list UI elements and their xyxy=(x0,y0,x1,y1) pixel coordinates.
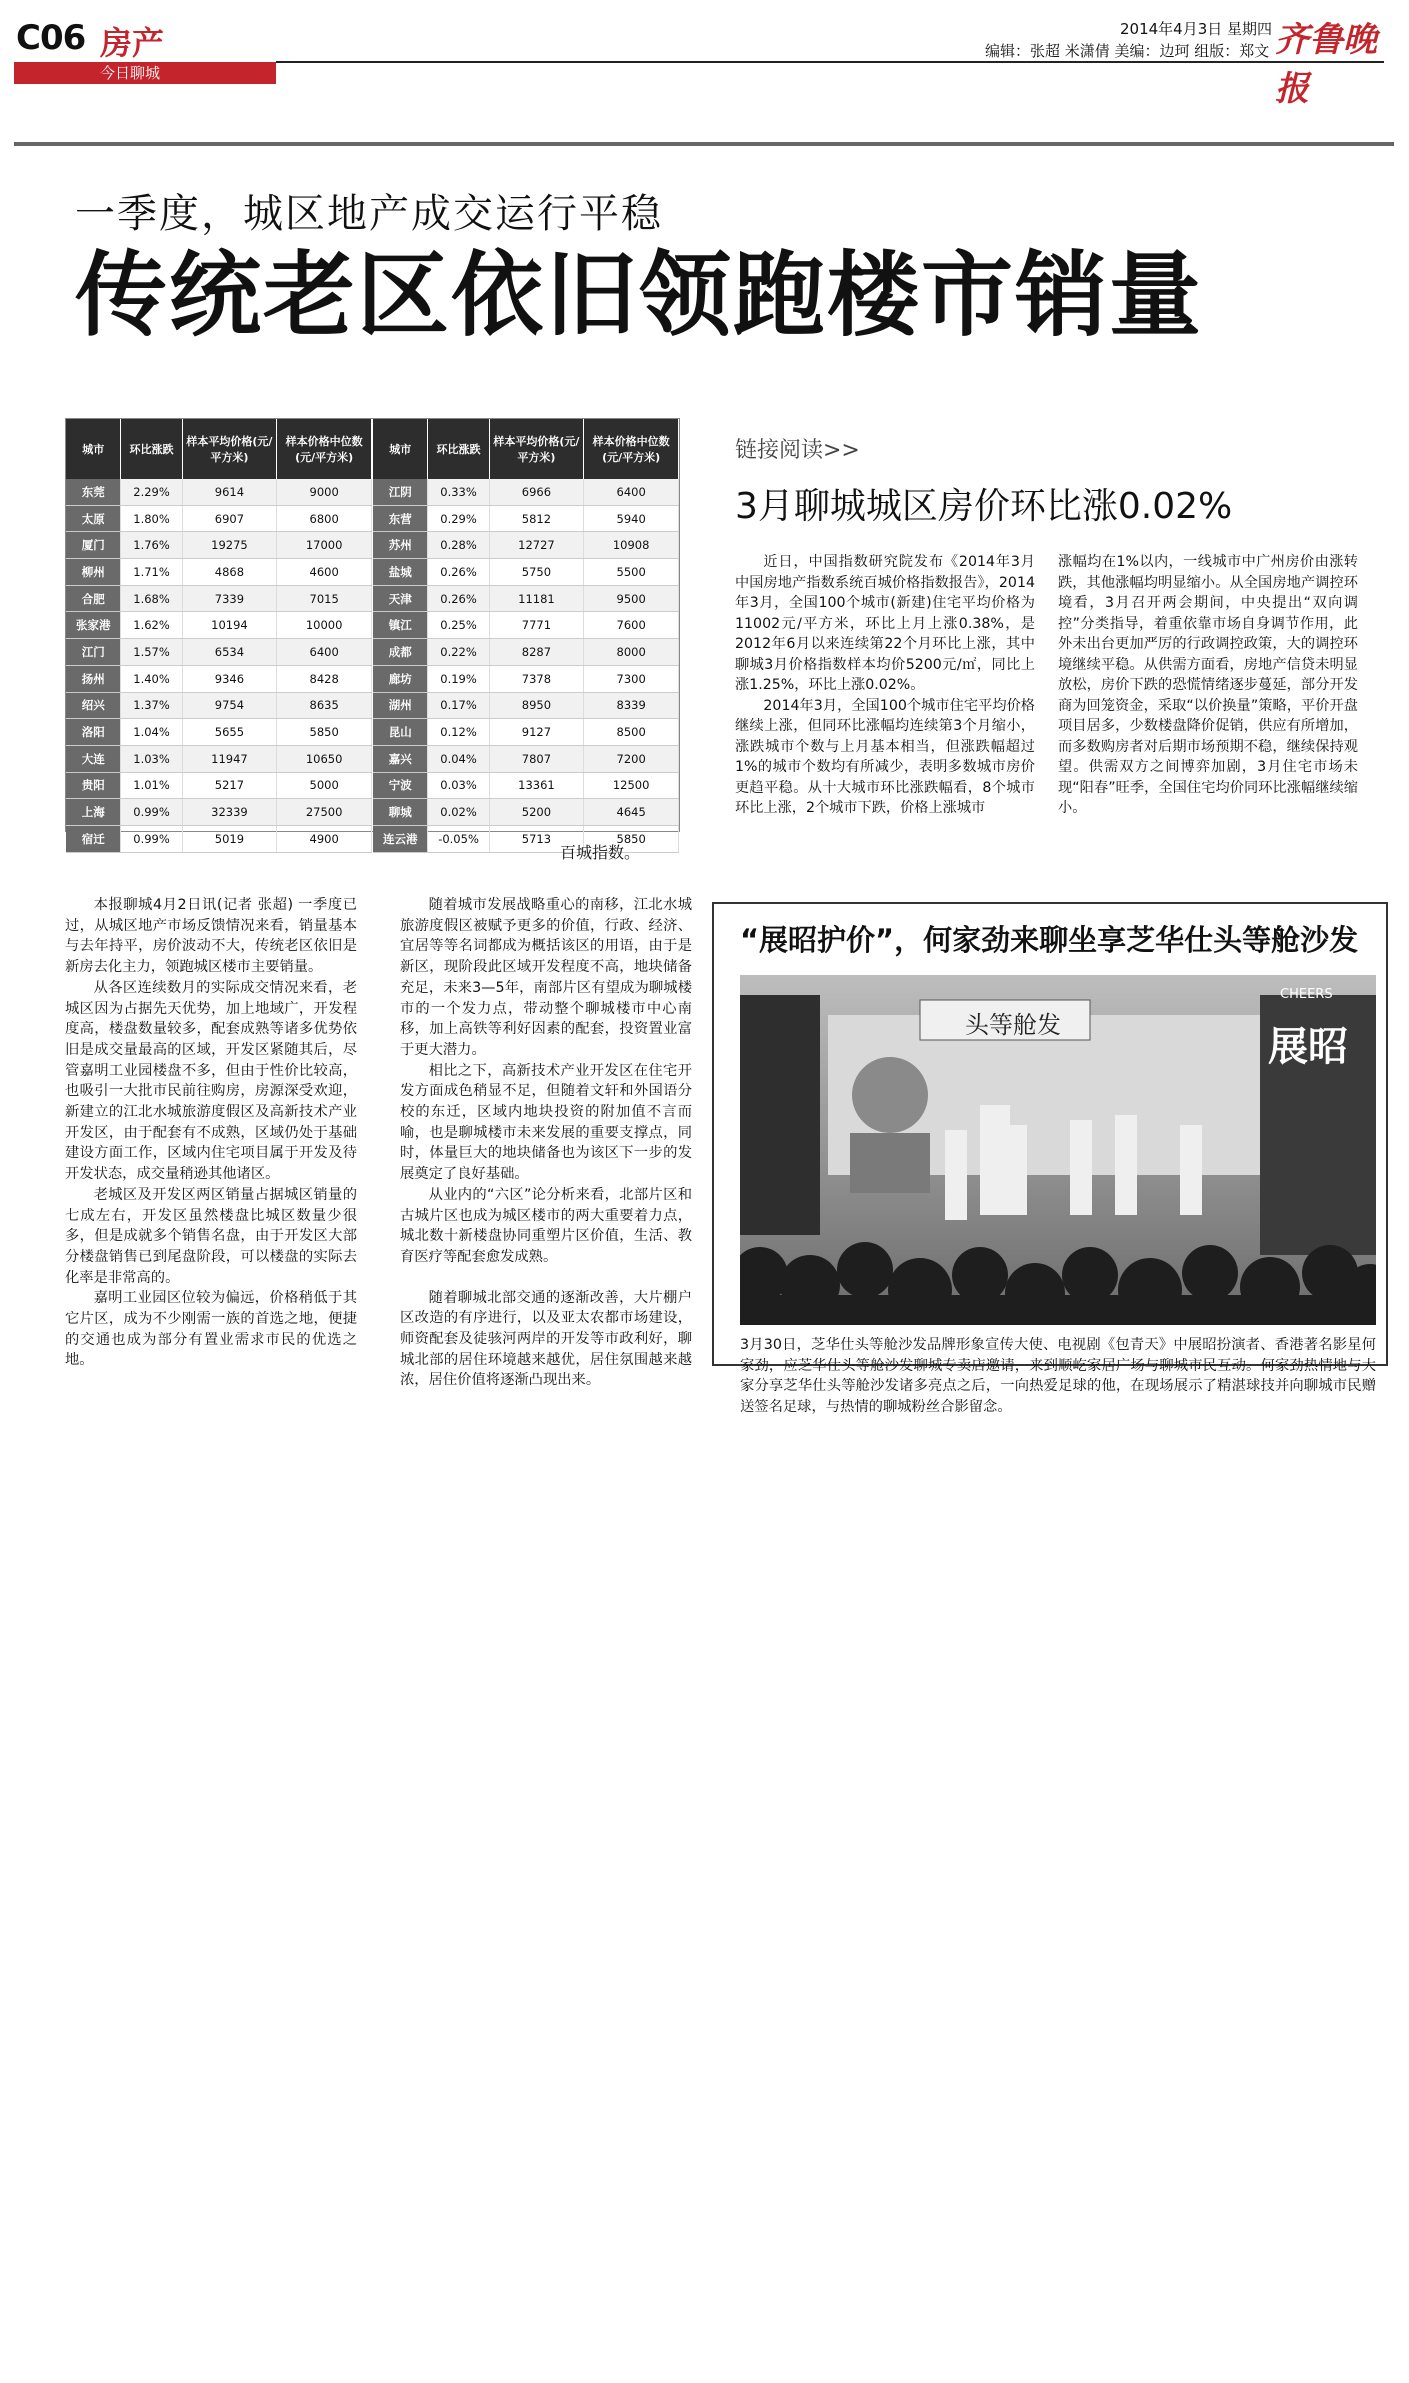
value-cell: 0.12% xyxy=(428,719,489,746)
value-cell: 1.68% xyxy=(121,585,182,612)
linked-article-title: 3月聊城城区房价环比涨0.02% xyxy=(735,486,1233,527)
value-cell: 5850 xyxy=(277,719,372,746)
weekday: 星期四 xyxy=(1227,20,1273,38)
value-cell: 0.03% xyxy=(428,772,489,799)
paragraph: 2014年3月，全国100个城市住宅平均价格继续上涨，但同环比涨幅均连续第3个月缩小，涨跌城市个数与上月基本相当，但涨跌幅超过1%的城市个数均有所减少，表明多数城市房价更趋平稳。从十大城市环比涨跌幅看，8个城市环比上涨，2个城市下跌，价格上涨城市 xyxy=(735,697,1035,816)
article-headline: 传统老区依旧领跑楼市销量 xyxy=(75,242,1204,349)
value-cell: 2.29% xyxy=(121,479,182,505)
table-row xyxy=(373,559,679,586)
table-header-cell: 城市 xyxy=(66,419,121,479)
value-cell: 9000 xyxy=(277,479,372,505)
value-cell: 27500 xyxy=(277,799,372,826)
table-row xyxy=(373,532,679,559)
value-cell: 0.17% xyxy=(428,692,489,719)
table-caption: 百城指数。 xyxy=(560,843,641,862)
value-cell: 7015 xyxy=(277,585,372,612)
value-cell: 0.99% xyxy=(121,825,182,852)
city-cell: 廊坊 xyxy=(373,665,428,692)
editors-line: 编辑：张超 米潇倩 美编：边珂 组版：郑文 xyxy=(985,42,1270,60)
value-cell: 6966 xyxy=(489,479,584,505)
value-cell: 17000 xyxy=(277,532,372,559)
city-cell: 江阴 xyxy=(373,479,428,505)
photo-banner-text: 头等舱发 xyxy=(965,1011,1061,1039)
paragraph: 近日，中国指数研究院发布《2014年3月中国房地产指数系统百城价格指数报告》，2014年3月，全国100个城市(新建)住宅平均价格为11002元/平方米，环比上月上涨0.38%，是2012年6月以来连续第22个月环比上涨，其中聊城3月价格指数样本均价5200元/㎡，同比上涨1.25%，环比上涨0.02%。 xyxy=(735,554,1035,693)
value-cell: 6400 xyxy=(277,639,372,666)
city-cell: 苏州 xyxy=(373,532,428,559)
value-cell: 4600 xyxy=(277,559,372,586)
table-header-cell: 样本平均价格(元/平方米) xyxy=(182,419,277,479)
value-cell: 8500 xyxy=(584,719,679,746)
issue-date xyxy=(1120,18,1272,39)
table-header-cell: 环比涨跌 xyxy=(428,419,489,479)
city-cell: 东营 xyxy=(373,505,428,532)
section-name: 房产 xyxy=(100,24,165,62)
city-cell: 宁波 xyxy=(373,772,428,799)
paragraph: 老城区及开发区两区销量占据城区销量的七成左右，开发区虽然楼盘比城区数量少很多，但是成就多个销售名盘，由于开发区大部分楼盘销售已到尾盘阶段，可以楼盘的实际去化率是非常高的。 xyxy=(65,1186,357,1286)
photo-story-title: “展昭护价”，何家劲来聊坐享芝华仕头等舱沙发 xyxy=(740,923,1359,957)
header-separator xyxy=(14,142,1394,146)
value-cell: 0.02% xyxy=(428,799,489,826)
value-cell: -0.05% xyxy=(428,825,489,852)
city-cell: 上海 xyxy=(66,799,121,826)
value-cell: 1.76% xyxy=(121,532,182,559)
value-cell: 8950 xyxy=(489,692,584,719)
value-cell: 5850 xyxy=(584,825,679,852)
city-cell: 柳州 xyxy=(66,559,121,586)
value-cell: 5500 xyxy=(584,559,679,586)
value-cell: 0.04% xyxy=(428,745,489,772)
table-header-cell: 城市 xyxy=(373,419,428,479)
city-cell: 合肥 xyxy=(66,585,121,612)
table-right xyxy=(373,419,679,853)
photo-brand: CHEERS xyxy=(1280,987,1333,1002)
value-cell: 1.80% xyxy=(121,505,182,532)
table-left xyxy=(66,419,372,853)
value-cell: 9614 xyxy=(182,479,277,505)
value-cell: 9346 xyxy=(182,665,277,692)
value-cell: 9754 xyxy=(182,692,277,719)
value-cell: 7200 xyxy=(584,745,679,772)
city-cell: 镇江 xyxy=(373,612,428,639)
value-cell: 1.37% xyxy=(121,692,182,719)
table-row xyxy=(66,772,372,799)
photo-sign-right: 展昭 xyxy=(1268,1024,1348,1070)
city-cell: 湖州 xyxy=(373,692,428,719)
city-cell: 嘉兴 xyxy=(373,745,428,772)
city-cell: 大连 xyxy=(66,745,121,772)
table-row xyxy=(66,639,372,666)
table-row xyxy=(373,665,679,692)
value-cell: 32339 xyxy=(182,799,277,826)
value-cell: 5655 xyxy=(182,719,277,746)
value-cell: 1.57% xyxy=(121,639,182,666)
article-kicker: 一季度，城区地产成交运行平稳 xyxy=(75,191,663,237)
table-row xyxy=(373,639,679,666)
value-cell: 5217 xyxy=(182,772,277,799)
paragraph: 本报聊城4月2日讯(记者 张超) 一季度已过，从城区地产市场反馈情况来看，销量基本与去年持平，房价波动不大，传统老区依旧是新房去化主力，领跑城区楼市主要销量。 xyxy=(65,897,357,976)
value-cell: 4645 xyxy=(584,799,679,826)
value-cell: 12500 xyxy=(584,772,679,799)
value-cell: 1.01% xyxy=(121,772,182,799)
table-row xyxy=(66,719,372,746)
city-cell: 江门 xyxy=(66,639,121,666)
value-cell: 10908 xyxy=(584,532,679,559)
value-cell: 9500 xyxy=(584,585,679,612)
table-row xyxy=(66,612,372,639)
subsection-name: 今日聊城 xyxy=(100,64,161,82)
city-cell: 厦门 xyxy=(66,532,121,559)
value-cell: 8000 xyxy=(584,639,679,666)
table-row xyxy=(373,692,679,719)
city-cell: 东莞 xyxy=(66,479,121,505)
table-row xyxy=(66,505,372,532)
table-row xyxy=(373,479,679,505)
value-cell: 10000 xyxy=(277,612,372,639)
page-code: C06 xyxy=(16,18,86,58)
price-index-table xyxy=(65,418,680,846)
city-cell: 洛阳 xyxy=(66,719,121,746)
value-cell: 0.25% xyxy=(428,612,489,639)
value-cell: 4868 xyxy=(182,559,277,586)
article-body-col1 xyxy=(65,895,357,1371)
table-row xyxy=(66,585,372,612)
city-cell: 天津 xyxy=(373,585,428,612)
table-row xyxy=(66,799,372,826)
value-cell: 8428 xyxy=(277,665,372,692)
value-cell: 11181 xyxy=(489,585,584,612)
link-reading-label: 链接阅读>> xyxy=(735,438,860,463)
value-cell: 7807 xyxy=(489,745,584,772)
value-cell: 7378 xyxy=(489,665,584,692)
paragraph: 随着城市发展战略重心的南移，江北水城旅游度假区被赋予更多的价值，行政、经济、宜居等等名词都成为概括该区的用语，由于是新区，现阶段此区域开发程度不高，地块储备充足，未来3—5年，南部片区有望成为聊城楼市的一个发力点，带动整个聊城楼市中心南移，加上高铁等利好因素的配套，投资置业富于更大潜力。 xyxy=(400,897,692,1058)
value-cell: 0.29% xyxy=(428,505,489,532)
value-cell: 8339 xyxy=(584,692,679,719)
value-cell: 1.03% xyxy=(121,745,182,772)
value-cell: 5019 xyxy=(182,825,277,852)
table-row xyxy=(66,665,372,692)
value-cell: 0.26% xyxy=(428,559,489,586)
value-cell: 6907 xyxy=(182,505,277,532)
value-cell: 7600 xyxy=(584,612,679,639)
value-cell: 1.71% xyxy=(121,559,182,586)
value-cell: 6400 xyxy=(584,479,679,505)
city-cell: 扬州 xyxy=(66,665,121,692)
value-cell: 7300 xyxy=(584,665,679,692)
paragraph: 从业内的“六区”论分析来看，北部片区和古城片区也成为城区楼市的两大重要着力点，城北数十新楼盘协同重塑片区价值，生活、教育医疗等配套愈发成熟。 xyxy=(400,1186,692,1265)
value-cell: 6534 xyxy=(182,639,277,666)
masthead-rule xyxy=(276,61,1384,63)
city-cell: 宿迁 xyxy=(66,825,121,852)
value-cell: 0.99% xyxy=(121,799,182,826)
table-row xyxy=(373,585,679,612)
table-row xyxy=(66,825,372,852)
value-cell: 10194 xyxy=(182,612,277,639)
value-cell: 8635 xyxy=(277,692,372,719)
value-cell: 0.26% xyxy=(428,585,489,612)
city-cell: 绍兴 xyxy=(66,692,121,719)
table-row xyxy=(66,479,372,505)
value-cell: 11947 xyxy=(182,745,277,772)
value-cell: 5713 xyxy=(489,825,584,852)
value-cell: 0.22% xyxy=(428,639,489,666)
table-header-cell: 样本价格中位数(元/平方米) xyxy=(277,419,372,479)
value-cell: 0.33% xyxy=(428,479,489,505)
value-cell: 1.62% xyxy=(121,612,182,639)
table-row xyxy=(373,505,679,532)
newspaper-logo: 齐鲁晚报 xyxy=(1275,20,1377,109)
paragraph: 嘉明工业园区位较为偏远，价格稍低于其它片区，成为不少刚需一族的首选之地，便捷的交通也成为部分有置业需求市民的优选之地。 xyxy=(65,1290,357,1369)
table-row xyxy=(373,719,679,746)
value-cell: 5200 xyxy=(489,799,584,826)
value-cell: 7771 xyxy=(489,612,584,639)
value-cell: 6800 xyxy=(277,505,372,532)
city-cell: 张家港 xyxy=(66,612,121,639)
table-row xyxy=(373,772,679,799)
value-cell: 1.04% xyxy=(121,719,182,746)
value-cell: 13361 xyxy=(489,772,584,799)
city-cell: 聊城 xyxy=(373,799,428,826)
city-cell: 连云港 xyxy=(373,825,428,852)
table-row xyxy=(373,799,679,826)
date: 2014年4月3日 xyxy=(1120,20,1223,38)
table-row xyxy=(66,532,372,559)
value-cell: 12727 xyxy=(489,532,584,559)
table-header-cell: 环比涨跌 xyxy=(121,419,182,479)
table-header-cell: 样本价格中位数(元/平方米) xyxy=(584,419,679,479)
linked-article-col1 xyxy=(735,552,1035,819)
linked-article-col2 xyxy=(1058,552,1358,819)
city-cell: 昆山 xyxy=(373,719,428,746)
table-row xyxy=(66,559,372,586)
value-cell: 9127 xyxy=(489,719,584,746)
value-cell: 0.19% xyxy=(428,665,489,692)
paragraph: 随着聊城北部交通的逐渐改善，大片棚户区改造的有序进行，以及亚太农都市场建设，师资配套及徒骇河两岸的开发等市政利好，聊城北部的居住环境越来越优，居住氛围越来越浓，居住价值将逐渐凸现出来。 xyxy=(400,1289,692,1389)
value-cell: 7339 xyxy=(182,585,277,612)
paragraph: 从各区连续数月的实际成交情况来看，老城区因为占据先天优势，加上地域广，开发程度高，楼盘数量较多，配套成熟等诸多优势依旧是成交量最高的区域，开发区紧随其后，尽管嘉明工业园楼盘不多，但由于性价比较高，也吸引一大批市民前往购房，房源深受欢迎，新建立的江北水城旅游度假区及高新技术产业开发区，由于配套有不成熟，区域仍处于基础建设方面工作，区域内住宅项目属于开发及待开发状态，成交量稍逊其他诸区。 xyxy=(65,979,357,1183)
value-cell: 5750 xyxy=(489,559,584,586)
table-row xyxy=(373,612,679,639)
table-header-cell: 样本平均价格(元/平方米) xyxy=(489,419,584,479)
value-cell: 5812 xyxy=(489,505,584,532)
value-cell: 10650 xyxy=(277,745,372,772)
event-photo xyxy=(740,975,1376,1325)
value-cell: 0.28% xyxy=(428,532,489,559)
value-cell: 1.40% xyxy=(121,665,182,692)
article-body-col2 xyxy=(400,895,692,1391)
table-row xyxy=(373,745,679,772)
city-cell: 盐城 xyxy=(373,559,428,586)
value-cell: 4900 xyxy=(277,825,372,852)
paragraph: 相比之下，高新技术产业开发区在住宅开发方面成色稍显不足，但随着文轩和外国语分校的东迁，区域内地块投资的附加值不言而喻，也是聊城楼市未来发展的重要支撑点，同时，体量巨大的地块储备也为该区下一步的发展奠定了良好基础。 xyxy=(400,1062,692,1183)
value-cell: 5000 xyxy=(277,772,372,799)
table-row xyxy=(66,692,372,719)
photo-caption: 3月30日，芝华仕头等舱沙发品牌形象宣传大使、电视剧《包青天》中展昭扮演者、香港著名影星何家劲，应芝华仕头等舱沙发聊城专卖店邀请，来到顺屹家居广场与聊城市民互动。何家劲热情地与大家分享芝华仕头等舱沙发诸多亮点之后，一向热爱足球的他，在现场展示了精湛球技并向聊城市民赠送签名足球，与热情的聊城粉丝合影留念。 xyxy=(740,1337,1376,1415)
value-cell: 8287 xyxy=(489,639,584,666)
paragraph: 涨幅均在1%以内，一线城市中广州房价由涨转跌，其他涨幅均明显缩小。从全国房地产调控环境看，3月召开两会期间，中央提出“双向调控”分类指导，着重依靠市场自身调节作用，此外未出台更加严厉的行政调控政策，大的调控环境继续平稳。从供需方面看，房地产信贷未明显放松，房价下跌的恐慌情绪逐步蔓延，部分开发商为回笼资金，采取“以价换量”策略，平价开盘项目居多，少数楼盘降价促销，供应有所增加，而多数购房者对后期市场预期不稳，继续保持观望。供需双方之间博弈加剧，3月住宅市场未现“阳春”旺季，全国住宅均价同环比涨幅继续缩小。 xyxy=(1058,554,1358,816)
value-cell: 5940 xyxy=(584,505,679,532)
city-cell: 贵阳 xyxy=(66,772,121,799)
city-cell: 太原 xyxy=(66,505,121,532)
table-row xyxy=(66,745,372,772)
city-cell: 成都 xyxy=(373,639,428,666)
value-cell: 19275 xyxy=(182,532,277,559)
